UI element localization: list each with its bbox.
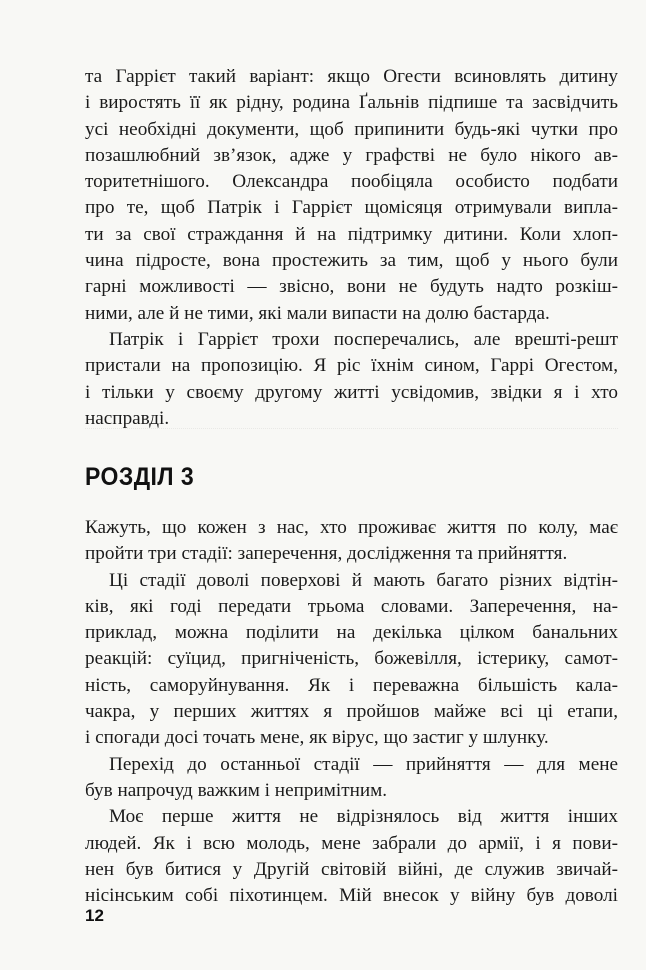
text-line: нісінським собі піхотинцем. Мій внесок у війну був доволі [85,885,618,907]
paragraph-block-top [85,64,618,432]
text-line: Моє перше життя не відрізнялось від життя інших [109,806,618,828]
text-line: і тільки у своєму другому житті усвідомив, звідки я і хто [85,381,618,403]
text-line: Кажуть, що кожен з нас, хто проживає життя по колу, має [85,517,618,538]
text-line: позашлюбний зв’язок, адже у графстві не було нікого ав- [85,144,618,166]
text-line: ти за свої страждання й на підтримку дитини. Коли хлоп- [85,223,618,245]
text-line: усі необхідні документи, щоб припинити будь-які чутки про [85,118,618,140]
text-line: був напрочуд важким і непримітним. [85,779,388,801]
page-number: 12 [85,906,104,925]
text-line: торитетнішого. Олександра пообіцяла особисто подбати [85,171,618,193]
paragraph-block-chapter [85,515,618,909]
text-line: насправді. [85,407,170,429]
text-line: приклад, можна поділити на декілька цілком банальних [85,622,618,644]
text-line: про те, щоб Патрік і Гаррієт щомісяця отримували випла- [85,197,618,219]
text-line: Патрік і Гаррієт трохи посперечались, але врешті-решт [109,328,618,350]
text-line: гарні можливості — звісно, вони не будуть надто розкіш- [85,276,618,298]
text-line: пройти три стадії: заперечення, дослідження та прийняття. [85,543,568,565]
text-line: ків, які годі передати трьома словами. Заперечення, на- [85,595,618,617]
text-line: чакра, у перших життях я пройшов майже всі ці етапи, [85,701,618,723]
text-line: Перехід до останньої стадії — прийняття — для мене [109,753,618,775]
text-line: ними, але й не тими, які мали випасти на долю бастарда. [85,302,550,324]
divider [85,428,618,429]
text-line: та Гаррієт такий варіант: якщо Огести всиновлять дитину [85,66,618,87]
text-line: пристали на пропозицію. Я ріс їхнім сином, Гаррі Огестом, [85,355,618,377]
text-line: людей. Як і всю молодь, мене забрали до армії, і я пови- [85,832,618,854]
text-line: Ці стадії доволі поверхові й мають багато різних відтін- [109,569,618,591]
text-line: нен був битися у Другій світовій війні, де служив звичай- [85,858,618,880]
text-line: ність, саморуйнування. Як і переважна більшість кала- [85,674,618,696]
text-line: і виростять її як рідну, родина Ґальнів підпише та засвідчить [85,92,618,114]
text-line: чина підросте, вона простежить за тим, щоб у нього були [85,250,618,272]
chapter-heading: РОЗДІЛ 3 [85,463,195,491]
text-line: реакцій: суїцид, пригніченість, божевілля, істерику, самот- [85,648,618,670]
text-line: і спогади досі точать мене, як вірус, що застиг у шлунку. [85,727,549,749]
